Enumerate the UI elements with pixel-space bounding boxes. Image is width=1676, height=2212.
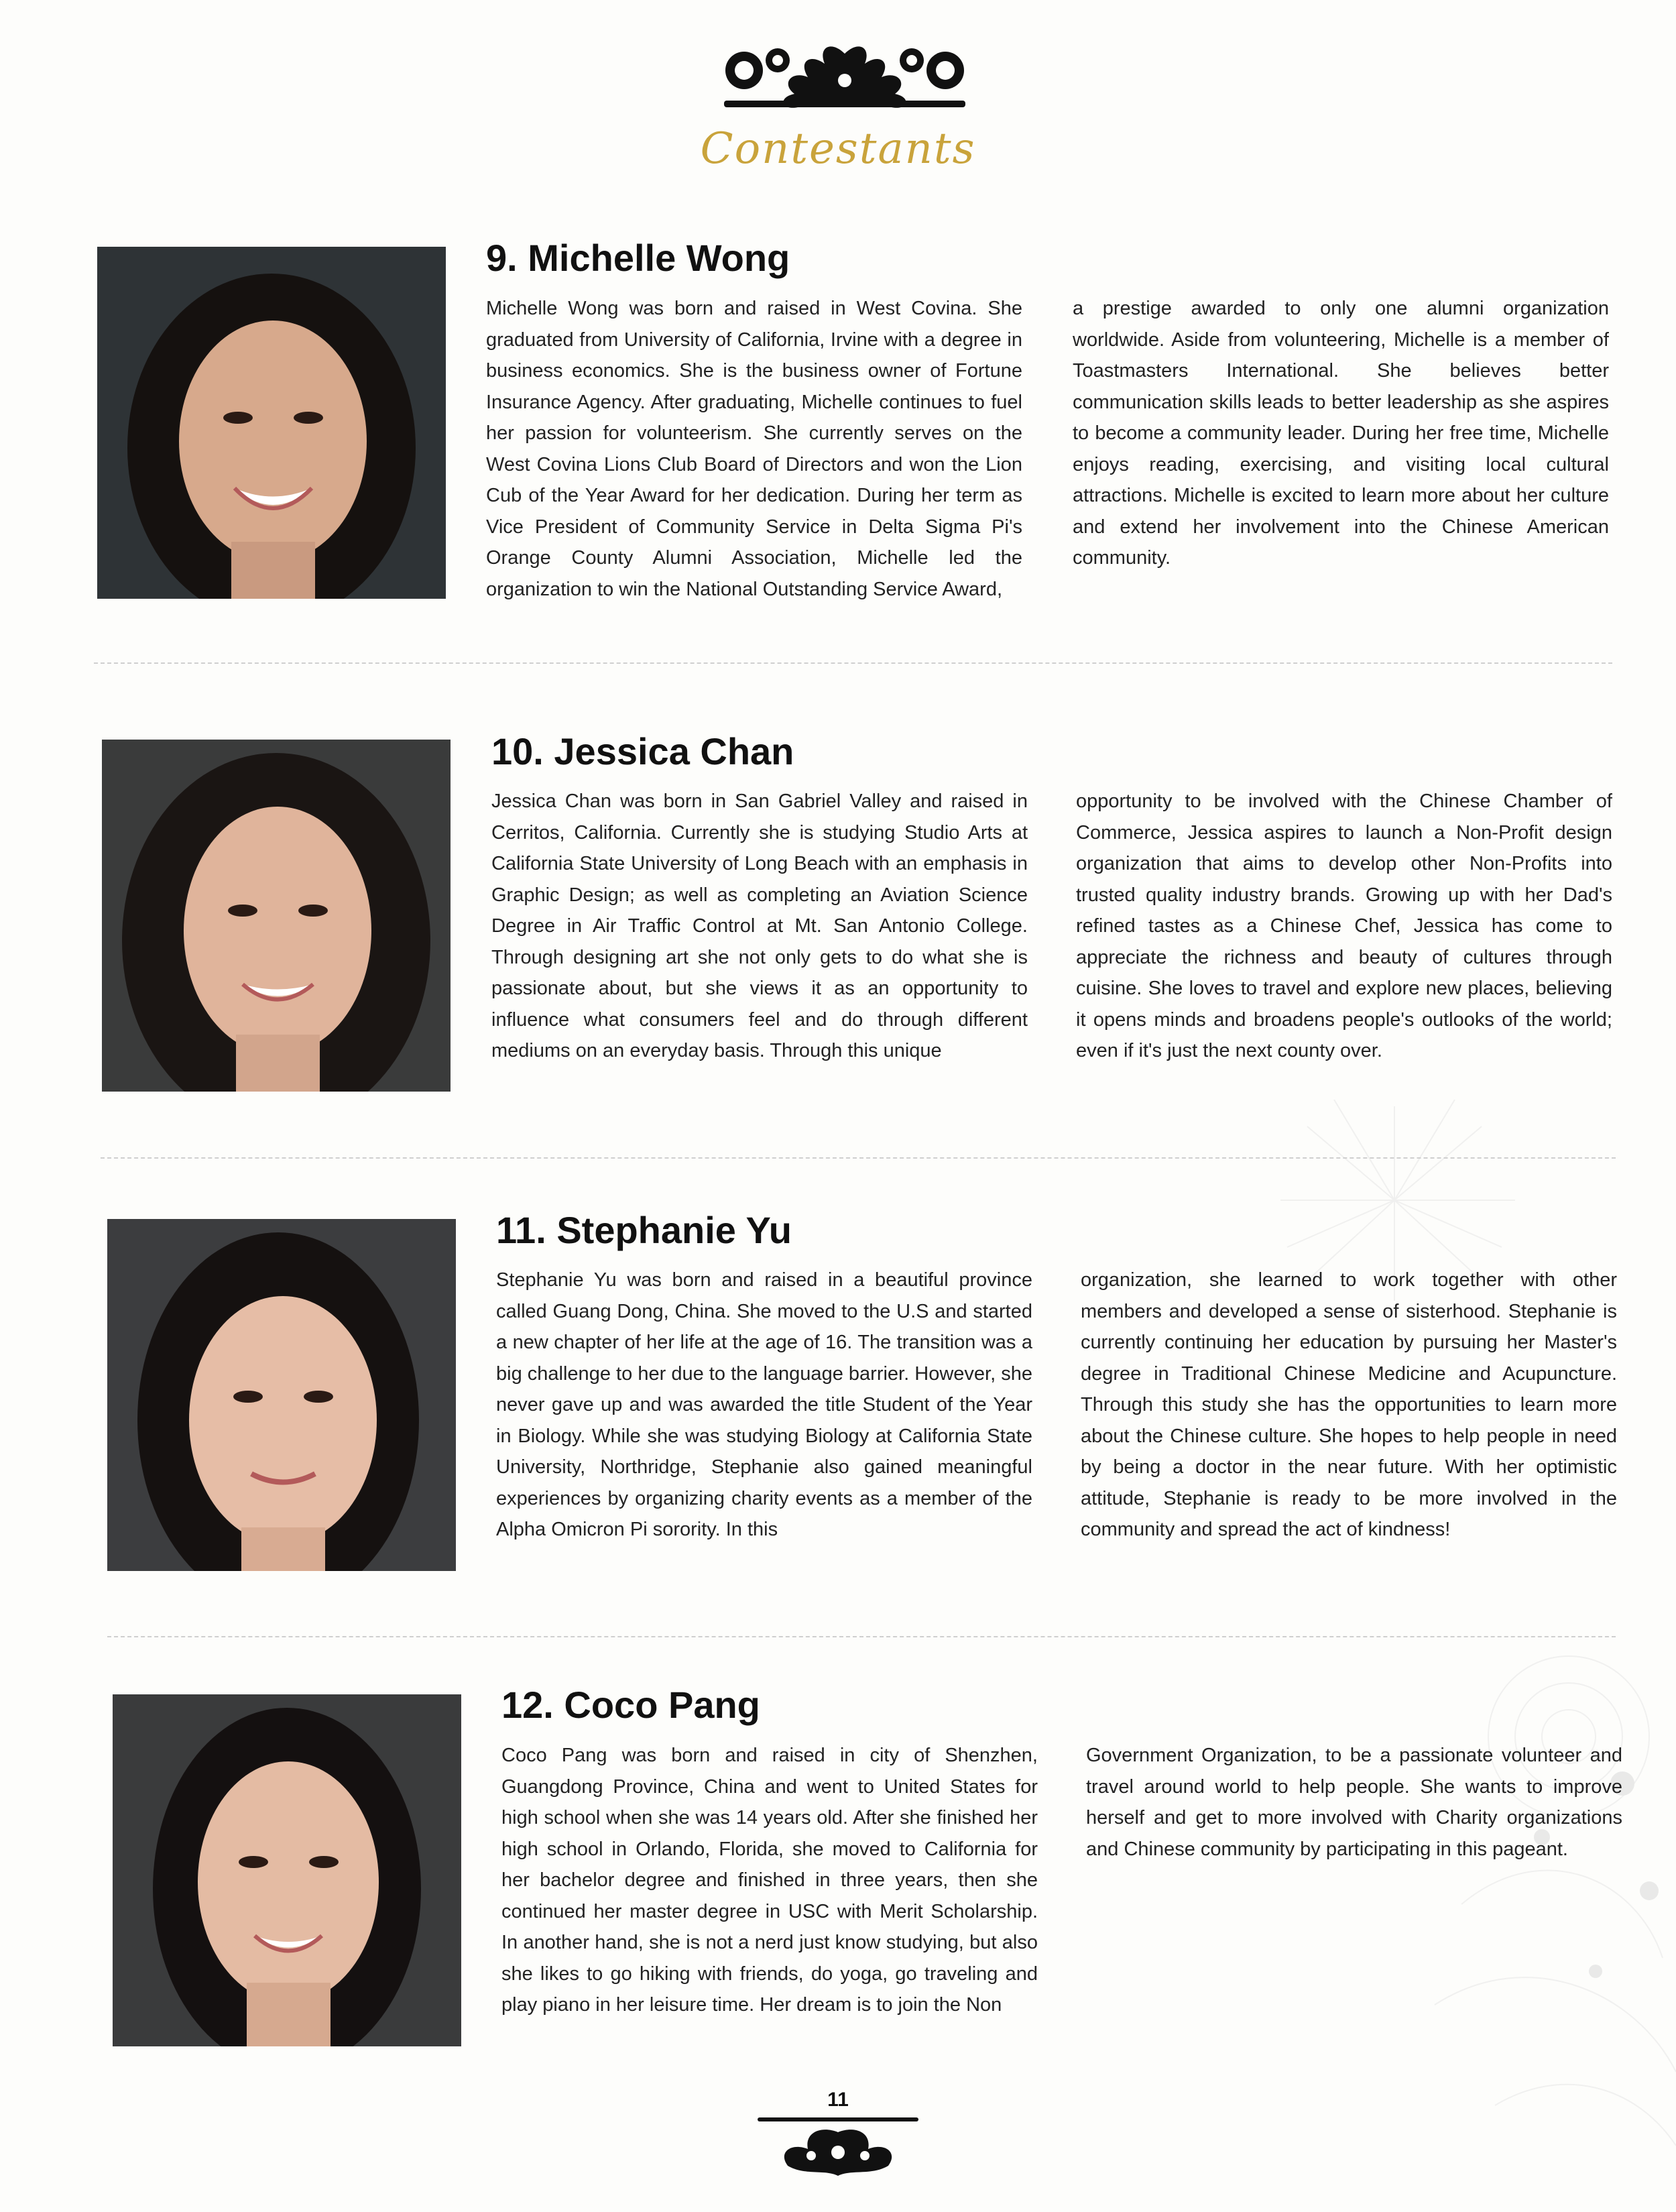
bio-column-1: Michelle Wong was born and raised in West Covina. She graduated from University of California, Irvine with a degree in business economics. She is the business owner of Fortune Insurance Agency. After graduating, Michelle continues to fuel her passion for volunteerism. She currently serves on the West Covina Lions Club Board of Directors and won the Lion Cub of the Year Award for her dedication. During her term as Vice President of Community Service in Delta Sigma Pi's Orange County Alumni Association, Michelle led the organization to win the National Outstanding Service Award, xyxy=(486,298,1022,600)
top-ornament-icon xyxy=(717,40,972,114)
section-divider xyxy=(101,1157,1616,1159)
portrait-image xyxy=(97,247,446,599)
contestant-photo xyxy=(102,740,451,1092)
bio-column-1: Stephanie Yu was born and raised in a beautiful province called Guang Dong, China. She moved to the U.S and started a new chapter of her life at the age of 16. The transition was a big challenge to her due to the language barrier. However, she never gave up and was awarded the title Student of the Year in Biology. While she was studying Biology at California State University, Northridge, Stephanie also gained meaningful experiences by organizing charity events as a member of the Alpha Omicron Pi sorority. In this xyxy=(496,1269,1032,1540)
contestant-name: 12. Coco Pang xyxy=(501,1684,760,1726)
portrait-image xyxy=(107,1219,456,1571)
section-divider xyxy=(94,662,1612,664)
bio-column-2: a prestige awarded to only one alumni organization worldwide. Aside from volunteering, Michelle is a member of Toastmasters International. She believes better communication skills leads to better leadership as she aspires to become a community leader. During her free time, Michelle enjoys reading, exercising, and visiting local cultural attractions. Michelle is excited to learn more about her culture and extend her involvement into the Chinese American community. xyxy=(1073,298,1609,569)
bio-column-2: opportunity to be involved with the Chinese Chamber of Commerce, Jessica aspires to launch a Non-Profit design organization that aims to develop other Non-Profits into trusted quality industry brands. Growing up with her Dad's refined tastes as a Chinese Chef, Jessica has come to appreciate the richness and beauty of cultures through cuisine. She loves to travel and explore new places, believing it opens minds and broadens people's outlooks of the world; even if it's just the next county over. xyxy=(1076,791,1612,1061)
contestant-photo xyxy=(97,247,446,599)
contestant-photo xyxy=(113,1694,461,2046)
portrait-image xyxy=(113,1694,461,2046)
contestant-name: 11. Stephanie Yu xyxy=(496,1209,792,1251)
portrait-image xyxy=(102,740,451,1092)
section-divider xyxy=(107,1636,1616,1637)
bottom-ornament-icon xyxy=(758,2112,918,2186)
bio-column-1: Coco Pang was born and raised in city of Shenzhen, Guangdong Province, China and went to United States for high school when she was 14 years old. After she finished her high school in Orlando, Florida, she moved to California for her bachelor degree and finished in three years, then she continued her master degree in USC with Merit Scholarship. In another hand, she is not a nerd just know studying, but also she likes to go hiking with friends, do yoga, go traveling and play piano in her leisure time. Her dream is to join the Non xyxy=(501,1745,1038,2016)
bio-column-1: Jessica Chan was born in San Gabriel Valley and raised in Cerritos, California. Currently she is studying Studio Arts at California State University of Long Beach with an emphasis in Graphic Design; as well as completing an Aviation Science Degree in Air Traffic Control at Mt. San Antonio College. Through designing art she not only gets to do what she is passionate about, but she views it as an opportunity to influence what consumers feel and do through different mediums on an everyday basis. Through this unique xyxy=(491,791,1028,1061)
bio-column-2: Government Organization, to be a passionate volunteer and travel around world to help people. She wants to improve herself and get to more involved with Charity organizations and Chinese community by participating in this pageant. xyxy=(1086,1745,1622,1860)
contestant-photo xyxy=(107,1219,456,1571)
bio-column-2: organization, she learned to work together with other members and developed a sense of sisterhood. Stephanie is currently continuing her education by pursuing her Master's degree in Traditional Chinese Medicine and Acupuncture. Through this study she has the opportunities to learn more about the Chinese culture. She hopes to help people in need by being a doctor in the near future. With her optimistic attitude, Stephanie is ready to be more involved in the community and spread the act of kindness! xyxy=(1081,1269,1617,1540)
page-number: 11 xyxy=(827,2089,849,2111)
section-title: Contestants xyxy=(700,124,976,174)
contestant-name: 10. Jessica Chan xyxy=(491,730,794,772)
contestant-name: 9. Michelle Wong xyxy=(486,237,790,279)
